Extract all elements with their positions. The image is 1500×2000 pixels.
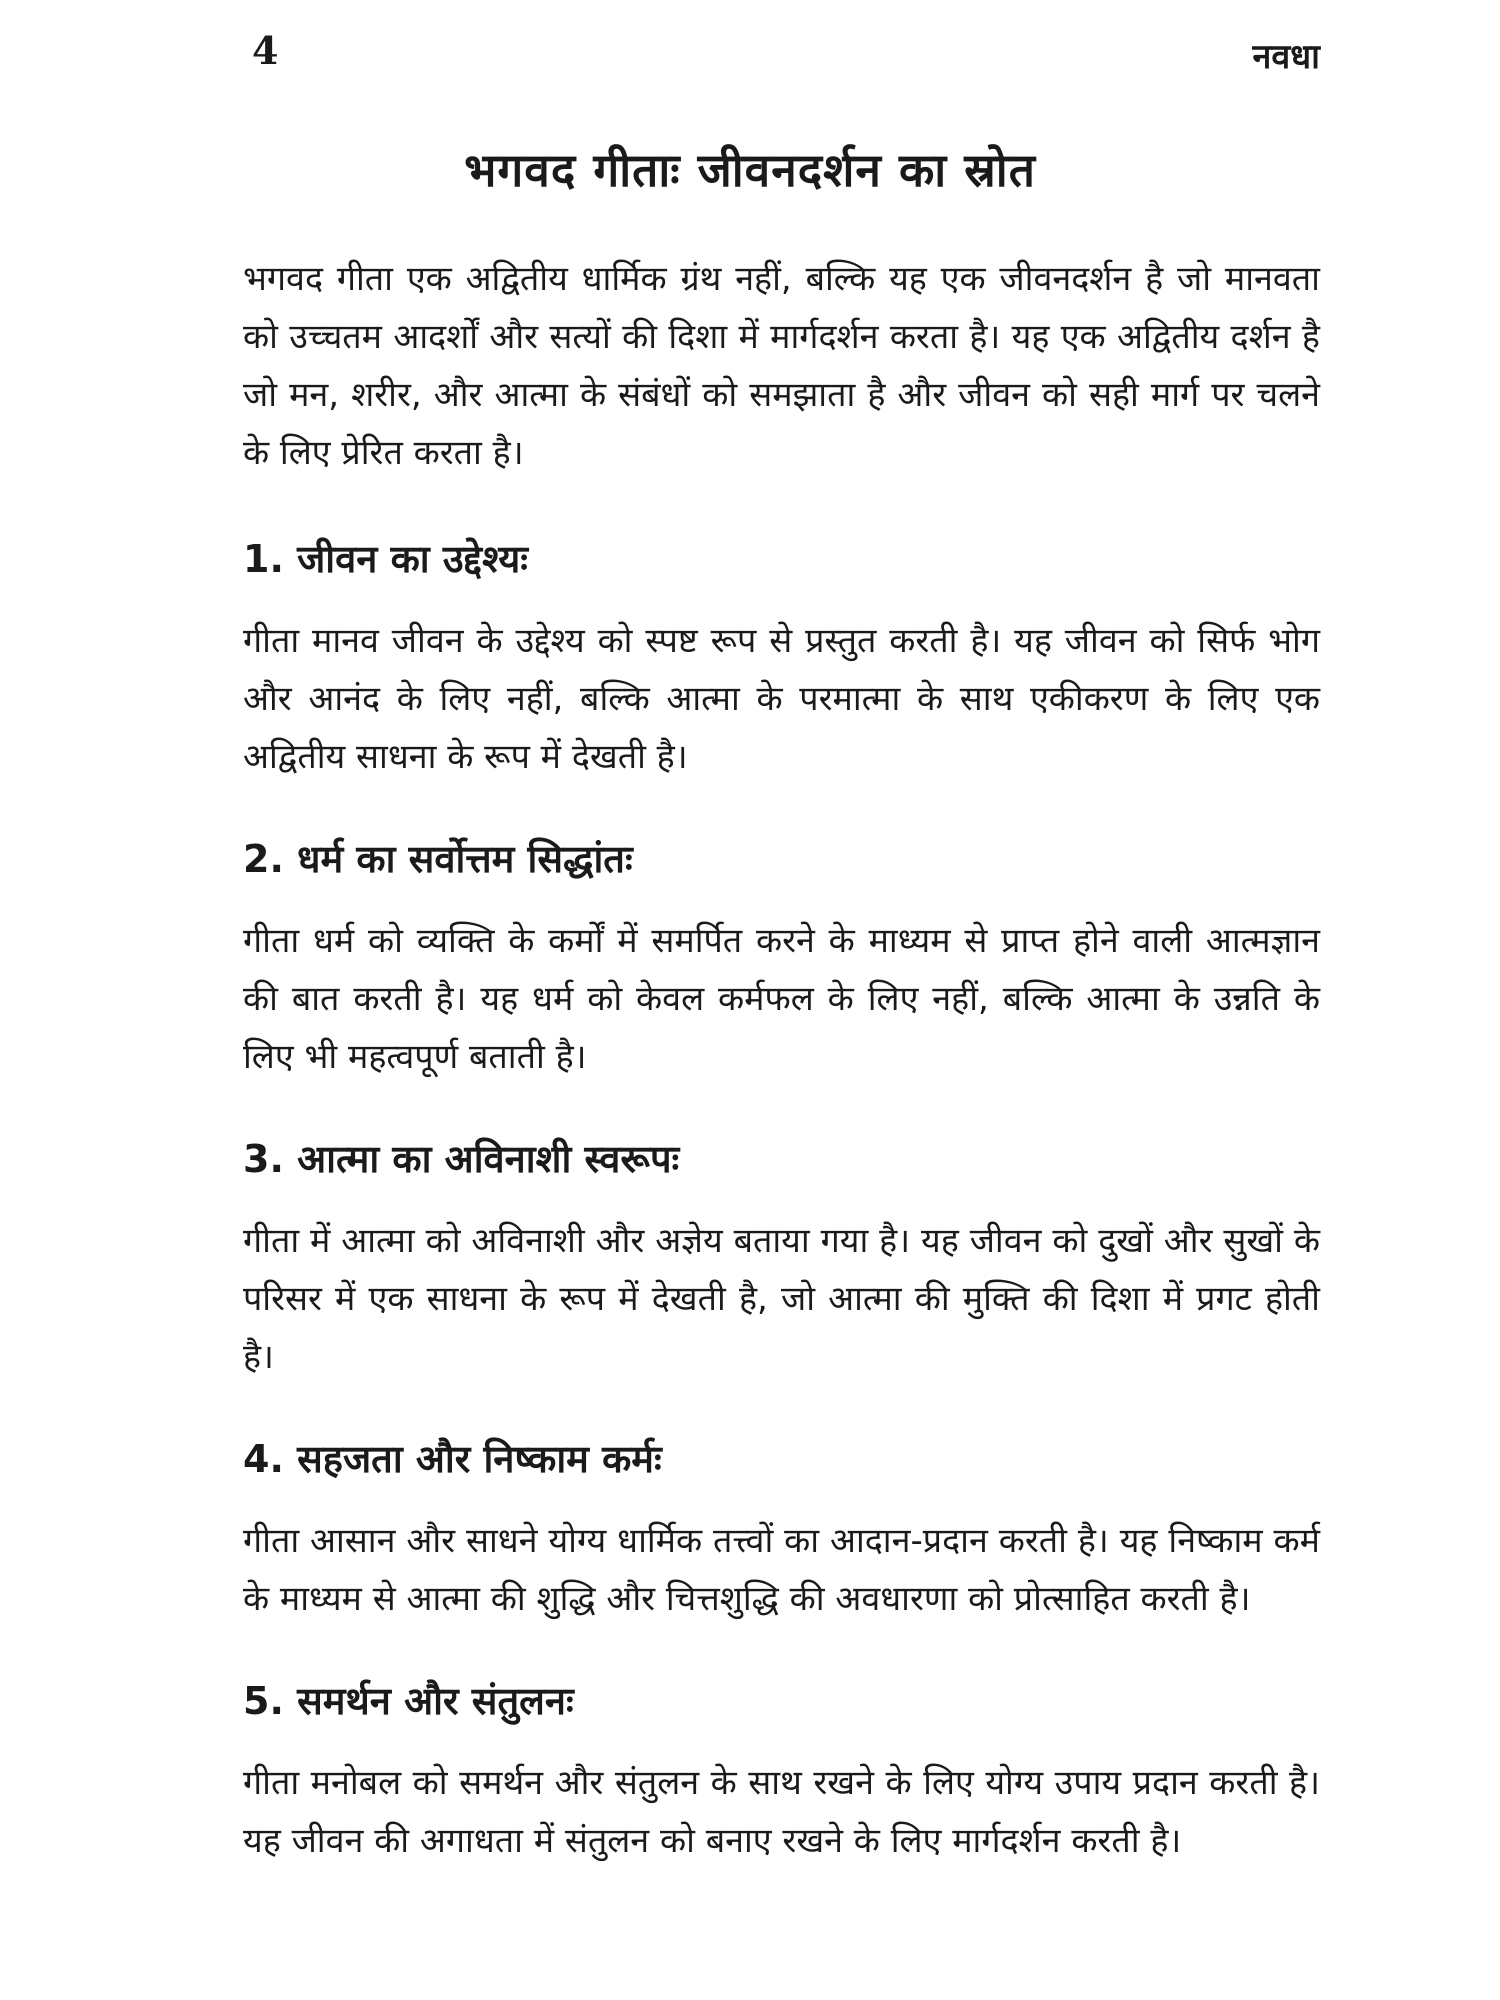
page-content — [243, 250, 1320, 1870]
section-1 — [243, 532, 1320, 786]
section-body: गीता मनोबल को समर्थन और संतुलन के साथ रखने के लिए योग्य उपाय प्रदान करती है। यह जीवन की अगाधता में संतुलन को बनाए रखने के लिए मार्गदर्शन करती है। — [243, 1763, 1320, 1861]
chapter-title: भगवद गीताः जीवनदर्शन का स्रोत — [464, 143, 1036, 197]
section-body: गीता धर्म को व्यक्ति के कर्मों में समर्पित करने के माध्यम से प्राप्त होने वाली आत्मज्ञान की बात करती है। यह धर्म को केवल कर्मफल के लिए नहीं, बल्कि आत्मा के उन्नति के लिए भी महत्वपूर्ण बताती है। — [243, 921, 1320, 1077]
book-title: नवधा — [1252, 37, 1320, 77]
section-heading: 3. आत्मा का अविनाशी स्वरूपः — [243, 1137, 680, 1181]
section-2 — [243, 832, 1320, 1086]
section-heading: 5. समर्थन और संतुलनः — [243, 1679, 574, 1723]
section-heading: 2. धर्म का सर्वोत्तम सिद्धांतः — [243, 837, 633, 881]
section-body: गीता मानव जीवन के उद्देश्य को स्पष्ट रूप से प्रस्तुत करती है। यह जीवन को सिर्फ भोग और आनंद के लिए नहीं, बल्कि आत्मा के परमात्मा के साथ एकीकरण के लिए एक अद्वितीय साधना के रूप में देखती है। — [243, 621, 1320, 777]
section-heading: 4. सहजता और निष्काम कर्मः — [243, 1437, 662, 1481]
section-body: गीता में आत्मा को अविनाशी और अज्ञेय बताया गया है। यह जीवन को दुखों और सुखों के परिसर में एक साधना के रूप में देखती है, जो आत्मा की मुक्ति की दिशा में प्रगट होती है। — [243, 1221, 1320, 1377]
section-body: गीता आसान और साधने योग्य धार्मिक तत्त्वों का आदान-प्रदान करती है। यह निष्काम कर्म के माध्यम से आत्मा की शुद्धि और चित्तशुद्धि की अवधारणा को प्रोत्साहित करती है। — [243, 1521, 1320, 1619]
section-4 — [243, 1432, 1320, 1628]
page-number: 4 — [252, 28, 279, 73]
intro-paragraph: भगवद गीता एक अद्वितीय धार्मिक ग्रंथ नहीं, बल्कि यह एक जीवनदर्शन है जो मानवता को उच्चतम आदर्शों और सत्यों की दिशा में मार्गदर्शन करता है। यह एक अद्वितीय दर्शन है जो मन, शरीर, और आत्मा के संबंधों को समझाता है और जीवन को सही मार्ग पर चलने के लिए प्रेरित करता है। — [243, 259, 1320, 473]
section-3 — [243, 1132, 1320, 1386]
section-heading: 1. जीवन का उद्देश्यः — [243, 537, 528, 581]
section-5 — [243, 1674, 1320, 1870]
